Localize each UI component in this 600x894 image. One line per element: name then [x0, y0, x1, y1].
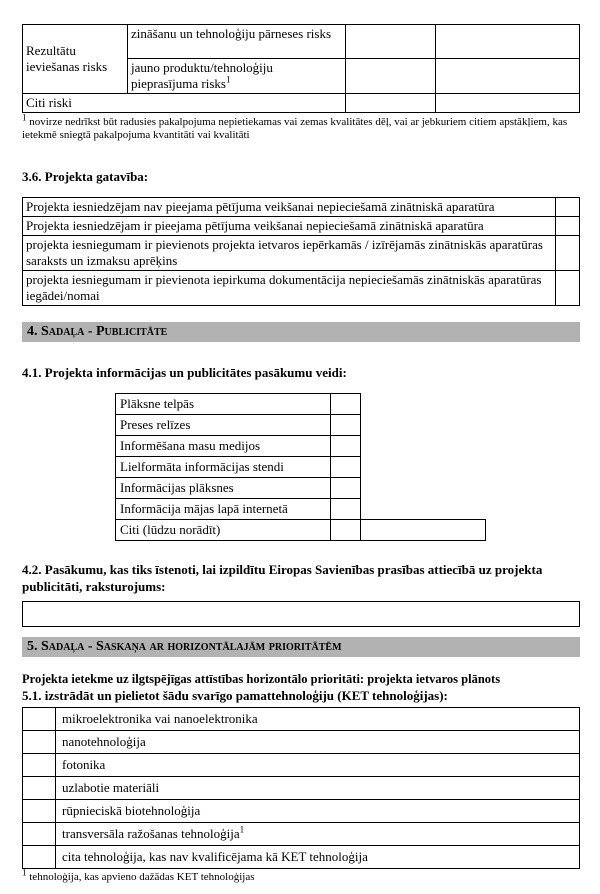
superscript: 1	[225, 74, 231, 85]
risk-item-label	[128, 59, 346, 94]
ket-option-label	[56, 754, 580, 777]
table-row	[116, 520, 486, 541]
publicity-table	[115, 393, 486, 541]
publicity-type-label: Preses relīzes	[116, 415, 331, 436]
section-5-intro: Projekta ietekme uz ilgtspējīgas attīstības horizontālo prioritāti: projekta ietvaros plānots	[22, 672, 501, 686]
risk-comment-cell[interactable]	[436, 94, 580, 113]
ket-option-label	[56, 777, 580, 800]
publicity-answer-cell[interactable]	[331, 457, 361, 478]
table-row	[23, 198, 580, 217]
section-4-2-heading: 4.2. Pasākumu, kas tiks īstenoti, lai izpildītu Eiropas Savienības prasības attiecībā uz projekta publicitāti, raksturojums:	[22, 562, 543, 594]
ket-checkbox-cell[interactable]	[23, 754, 56, 777]
section-4-header: 4. Sadaļa - Publicitāte	[22, 322, 580, 342]
risk-answer-cell[interactable]	[346, 94, 436, 113]
readiness-answer-cell[interactable]	[556, 236, 580, 271]
ket-checkbox-cell[interactable]	[23, 846, 56, 869]
publicity-type-label: Informācija mājas lapā internetā	[116, 499, 331, 520]
risk-item-text: zināšanu un tehnoloģiju pārneses risks	[131, 26, 332, 41]
footnote	[22, 867, 580, 884]
ket-option-label	[56, 800, 580, 823]
ket-table	[22, 707, 580, 869]
readiness-table	[22, 197, 580, 306]
ket-option-label	[56, 731, 580, 754]
table-row	[23, 823, 580, 846]
footnote-text: tehnoloģija, kas apvieno dažādas KET tehnoloģijas	[26, 871, 255, 883]
risk-table	[22, 24, 580, 113]
risk-answer-cell[interactable]	[346, 59, 436, 94]
risk-item-text: jauno produktu/tehnoloģiju pieprasījuma risks	[131, 60, 273, 91]
publicity-type-label: Plāksne telpās	[116, 394, 331, 415]
table-row	[23, 777, 580, 800]
publicity-answer-cell[interactable]	[331, 499, 361, 520]
ket-checkbox-cell[interactable]	[23, 800, 56, 823]
ket-option-text: rūpnieciskā biotehnoloģija	[62, 803, 201, 818]
ket-option-text: fotonika	[62, 757, 106, 772]
table-row	[116, 499, 486, 520]
table-row	[23, 236, 580, 271]
publicity-type-label: Lielformāta informācijas stendi	[116, 457, 331, 478]
publicity-description-field[interactable]	[22, 601, 580, 627]
footnote	[22, 112, 580, 142]
table-row	[23, 800, 580, 823]
table-row	[23, 271, 580, 306]
footnote-text: novirze nedrīkst būt radusies pakalpojuma nepietiekamas vai zemas kvalitātes dēļ, vai ar jebkuriem citiem apstākļiem, kas ietekmē sniegtā pakalpojuma kvantitāti vai kvalitāti	[22, 116, 568, 141]
table-row	[116, 436, 486, 457]
section-5-header: 5. Sadaļa - Saskaņa ar horizontālajām prioritātēm	[22, 637, 580, 657]
ket-option-text: uzlabotie materiāli	[62, 780, 160, 795]
readiness-option-label: projekta iesniegumam ir pievienota iepirkuma dokumentācija nepieciešamās zinātniskās aparatūras iegādei/nomai	[23, 271, 556, 306]
table-row	[23, 846, 580, 869]
publicity-answer-cell[interactable]	[331, 394, 361, 415]
ket-checkbox-cell[interactable]	[23, 777, 56, 800]
risk-answer-cell[interactable]	[346, 25, 436, 59]
footnote-marker: 1	[22, 867, 27, 878]
ket-checkbox-cell[interactable]	[23, 731, 56, 754]
other-risks-label: Citi riski	[23, 94, 346, 113]
table-row	[23, 754, 580, 777]
publicity-answer-cell[interactable]	[331, 415, 361, 436]
ket-option-text: transversāla ražošanas tehnoloģija	[62, 826, 240, 841]
table-row	[23, 217, 580, 236]
risk-comment-cell[interactable]	[436, 59, 580, 94]
table-row	[23, 731, 580, 754]
publicity-type-label: Informēšana masu medijos	[116, 436, 331, 457]
ket-option-label	[56, 708, 580, 731]
readiness-option-label: Projekta iesniedzējam nav pieejama pētījuma veikšanai nepieciešamā zinātniskā aparatūra	[23, 198, 556, 217]
table-row	[23, 94, 580, 113]
readiness-answer-cell[interactable]	[556, 217, 580, 236]
table-row	[23, 25, 580, 59]
ket-option-text: cita tehnoloģija, kas nav kvalificējama kā KET tehnoloģija	[62, 849, 368, 864]
footnote-marker: 1	[22, 112, 27, 123]
superscript: 1	[239, 824, 245, 835]
section-5-1-heading: 5.1. izstrādāt un pielietot šādu svarīgo pamattehnoloģiju (KET tehnoloģijas):	[22, 688, 448, 703]
readiness-answer-cell[interactable]	[556, 271, 580, 306]
ket-checkbox-cell[interactable]	[23, 708, 56, 731]
publicity-type-label: Citi (lūdzu norādīt)	[116, 520, 331, 541]
ket-checkbox-cell[interactable]	[23, 823, 56, 846]
publicity-other-input-cell[interactable]	[361, 520, 486, 541]
publicity-answer-cell[interactable]	[331, 436, 361, 457]
ket-option-label	[56, 846, 580, 869]
section-3-6-heading: 3.6. Projekta gatavība:	[22, 169, 149, 184]
ket-option-label	[56, 823, 580, 846]
publicity-answer-cell[interactable]	[331, 478, 361, 499]
publicity-answer-cell[interactable]	[331, 520, 361, 541]
readiness-option-label: Projekta iesniedzējam ir pieejama pētījuma veikšanai nepieciešamā zinātniskā aparatūra	[23, 217, 556, 236]
readiness-answer-cell[interactable]	[556, 198, 580, 217]
section-4-1-heading: 4.1. Projekta informācijas un publicitātes pasākumu veidi:	[22, 365, 347, 380]
table-row	[116, 457, 486, 478]
publicity-type-label: Informācijas plāksnes	[116, 478, 331, 499]
risk-comment-cell[interactable]	[436, 25, 580, 59]
ket-option-text: nanotehnoloģija	[62, 734, 146, 749]
risk-item-label	[128, 25, 346, 59]
risk-group-label: Rezultātu ieviešanas risks	[23, 25, 128, 94]
table-row	[116, 415, 486, 436]
table-row	[116, 478, 486, 499]
ket-option-text: mikroelektronika vai nanoelektronika	[62, 711, 258, 726]
table-row	[23, 708, 580, 731]
table-row	[116, 394, 486, 415]
readiness-option-label: projekta iesniegumam ir pievienots projekta ietvaros iepērkamās / izīrējamās zinātniskās aparatūras saraksts un izmaksu aprēķins	[23, 236, 556, 271]
